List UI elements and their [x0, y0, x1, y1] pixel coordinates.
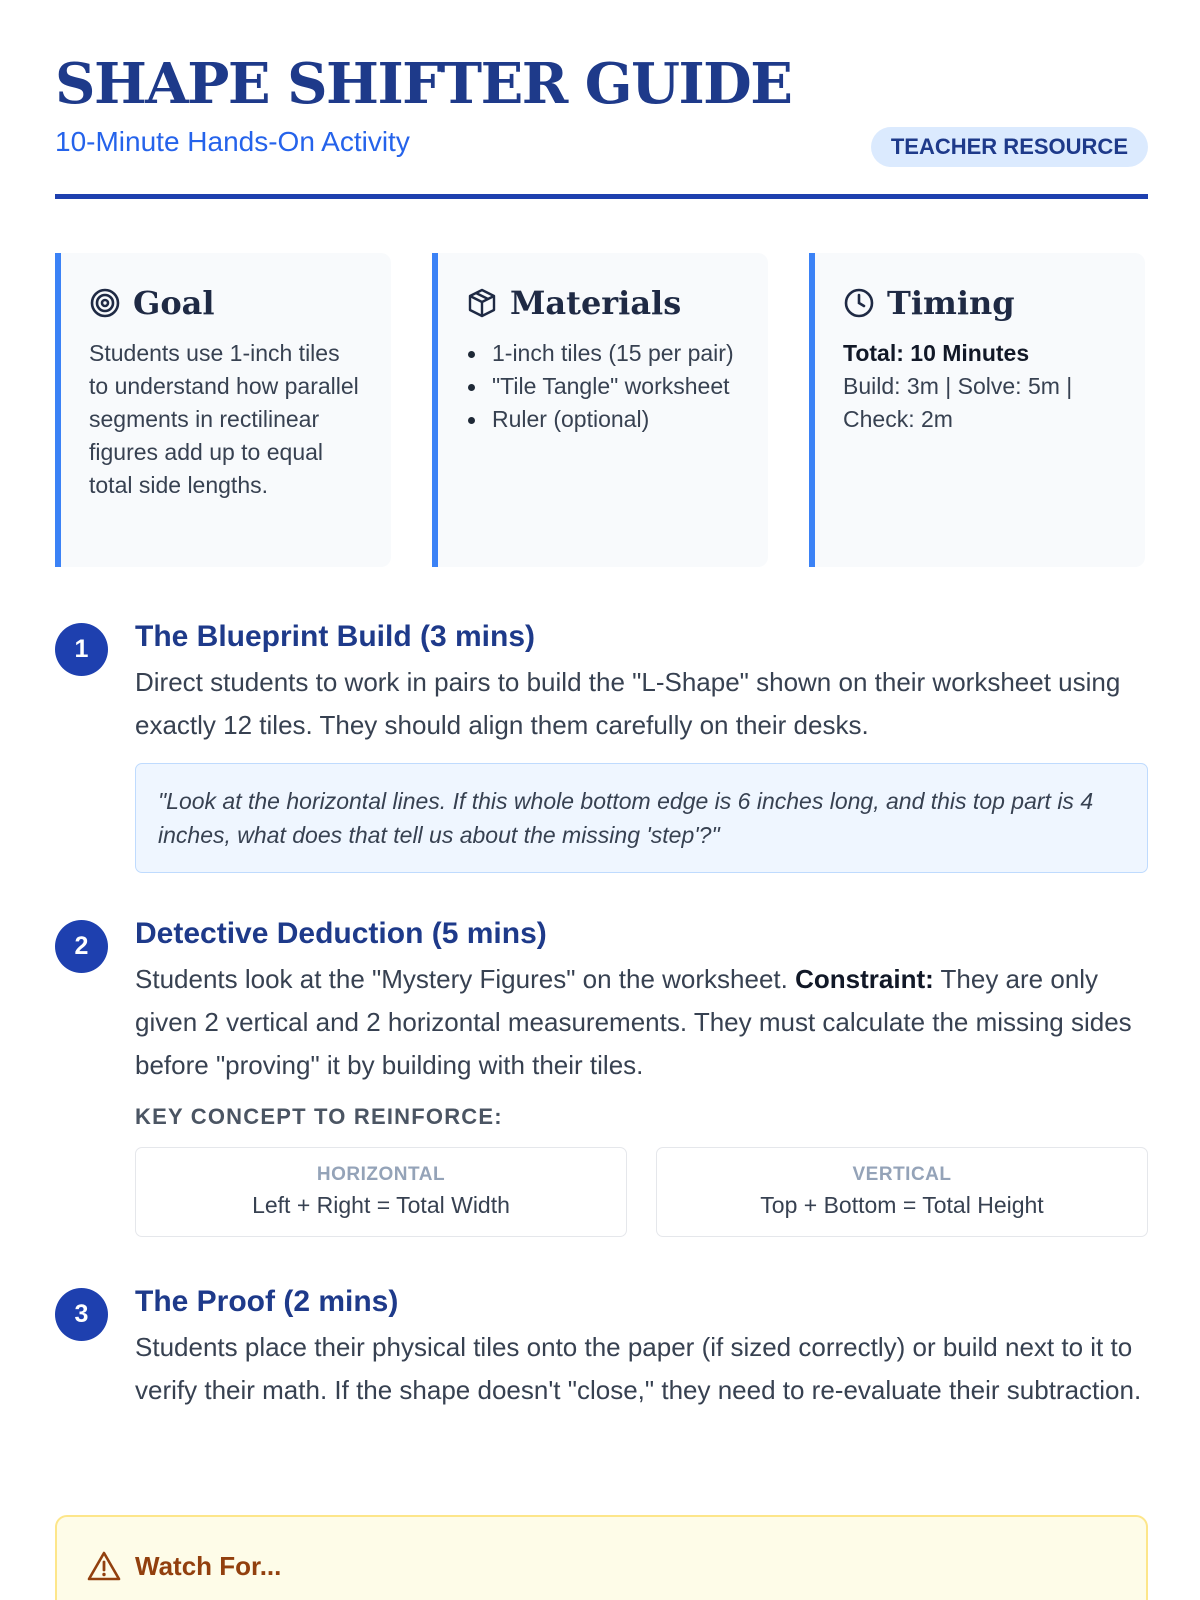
step-title: The Proof (2 mins)	[135, 1285, 399, 1318]
concept-formula: Left + Right = Total Width	[252, 1192, 510, 1218]
concept-label: HORIZONTAL	[316, 1164, 446, 1185]
materials-card	[432, 253, 768, 567]
warning-icon	[87, 1550, 121, 1582]
goal-card	[55, 253, 391, 567]
timing-breakdown: Build: 3m | Solve: 5m | Check: 2m	[843, 373, 1073, 432]
goal-title: Goal	[133, 284, 215, 322]
step-number: 2	[55, 920, 108, 973]
step-number: 3	[55, 1288, 108, 1341]
step-title: Detective Deduction (5 mins)	[135, 917, 547, 950]
concept-row	[135, 1147, 1148, 1237]
key-concept-label: KEY CONCEPT TO REINFORCE:	[135, 1104, 503, 1129]
watch-for-title: Watch For...	[135, 1550, 282, 1581]
info-cards	[55, 253, 1148, 567]
concept-label: VERTICAL	[852, 1164, 952, 1185]
timing-total: Total: 10 Minutes	[843, 340, 1030, 366]
list-item: "Tile Tangle" worksheet	[466, 370, 742, 403]
page-subtitle: 10-Minute Hands-On Activity	[55, 126, 410, 157]
step-text: Direct students to work in pairs to build the "L-Shape" shown on their worksheet using exactly 12 tiles. They should align them carefully on their desks.	[135, 667, 1121, 740]
target-icon	[89, 287, 121, 319]
list-item: Ruler (optional)	[466, 403, 742, 436]
step-text: Students look at the "Mystery Figures" on the worksheet. Constraint: They are only given 2 vertical and 2 horizontal measurements. They must calculate the missing sides before "proving" it by building with their tiles.	[135, 964, 1132, 1080]
box-icon	[466, 287, 498, 319]
horizontal-concept-box	[135, 1147, 627, 1237]
concept-formula: Top + Bottom = Total Height	[760, 1192, 1044, 1218]
clock-icon	[843, 287, 875, 319]
timing-card	[809, 253, 1145, 567]
timing-title: Timing	[887, 284, 1015, 322]
header-divider	[55, 194, 1148, 199]
step-title: The Blueprint Build (3 mins)	[135, 620, 536, 653]
materials-title: Materials	[510, 284, 682, 322]
resource-badge: TEACHER RESOURCE	[871, 127, 1148, 167]
page-title: SHAPE SHIFTER GUIDE	[55, 51, 792, 117]
header	[55, 0, 1148, 200]
watch-for-box	[55, 1515, 1148, 1600]
guide-page	[55, 0, 1148, 1581]
constraint-label: Constraint:	[795, 964, 934, 994]
goal-text: Students use 1-inch tiles to understand how parallel segments in rectilinear figures add up to equal total side lengths.	[89, 340, 359, 498]
step-text: Students place their physical tiles onto the paper (if sized correctly) or build next to it to verify their math. If the shape doesn't "close," they need to re-evaluate their subtraction.	[135, 1332, 1142, 1405]
list-item: 1-inch tiles (15 per pair)	[466, 337, 742, 370]
step-number: 1	[55, 623, 108, 676]
vertical-concept-box	[656, 1147, 1148, 1237]
teacher-prompt-quote: "Look at the horizontal lines. If this whole bottom edge is 6 inches long, and this top part is 4 inches, what does that tell us about the missing 'step'?"	[135, 763, 1148, 873]
materials-list	[466, 337, 742, 436]
